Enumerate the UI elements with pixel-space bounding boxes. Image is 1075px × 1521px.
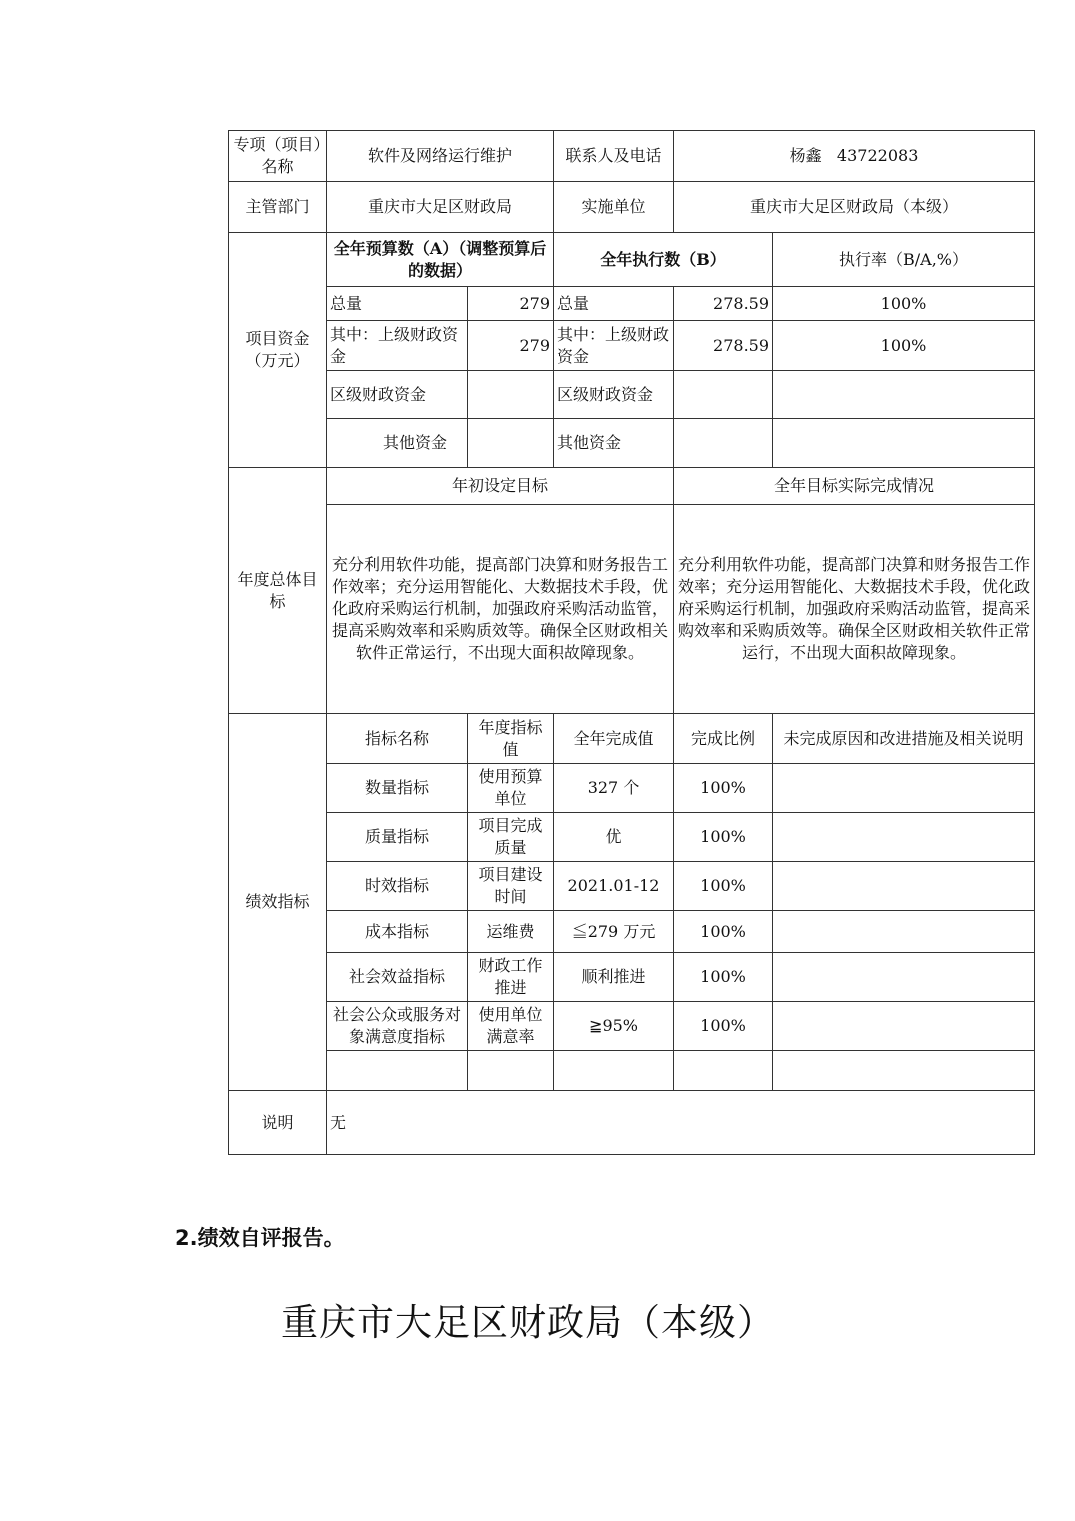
perf-empty-cell [468,1051,554,1091]
goal-label: 年度总体目标 [229,468,327,714]
perf-empty-cell [554,1051,674,1091]
fund-rate: 100% [773,287,1035,321]
perf-header: 指标名称 [327,714,468,764]
perf-name: 质量指标 [327,813,468,862]
remark: 无 [327,1091,1035,1155]
perf-empty-cell [674,1051,773,1091]
perf-header: 未完成原因和改进措施及相关说明 [773,714,1035,764]
fund-value-b [674,371,773,419]
perf-ratio: 100% [674,813,773,862]
perf-note [773,862,1035,911]
fund-rate: 100% [773,321,1035,371]
perf-target: 财政工作推进 [468,953,554,1002]
fund-label-a: 总量 [327,287,468,321]
perf-target: 项目完成质量 [468,813,554,862]
perf-name: 社会公众或服务对象满意度指标 [327,1002,468,1051]
fund-value-a: 279 [468,287,554,321]
fund-label-a: 区级财政资金 [327,371,468,419]
perf-actual: ≦279 万元 [554,911,674,953]
goal-initial: 充分利用软件功能，提高部门决算和财务报告工作效率；充分运用智能化、大数据技术手段，优化政府采购运行机制，加强政府采购活动监管，提高采购效率和采购质效等。确保全区财政相关软件正常运行，不出现大面积故障现象。 [327,505,674,714]
fund-value-a [468,419,554,468]
section-heading: 2.绩效自评报告。 [175,1226,345,1250]
perf-ratio: 100% [674,1002,773,1051]
fund-label-b: 总量 [554,287,674,321]
dept-label: 主管部门 [229,182,327,233]
perf-header: 年度指标值 [468,714,554,764]
fund-value-a: 279 [468,321,554,371]
impl-label: 实施单位 [554,182,674,233]
perf-target: 使用预算单位 [468,764,554,813]
perf-name: 数量指标 [327,764,468,813]
perf-target: 项目建设时间 [468,862,554,911]
report-title: 重庆市大足区财政局（本级） [281,1301,775,1344]
perf-note [773,1002,1035,1051]
perf-note [773,953,1035,1002]
fund-label-a: 其他资金 [327,419,468,468]
perf-ratio: 100% [674,911,773,953]
project-name-label: 专项（项目）名称 [229,131,327,182]
fund-label-b: 其中：上级财政资金 [554,321,674,371]
exec-header: 全年执行数（B） [554,233,773,287]
goal-actual: 充分利用软件功能，提高部门决算和财务报告工作效率；充分运用智能化、大数据技术手段，优化政府采购运行机制，加强政府采购活动监管，提高采购效率和采购质效等。确保全区财政相关软件正常运行，不出现大面积故障现象。 [674,505,1035,714]
perf-ratio: 100% [674,764,773,813]
fund-label-a: 其中：上级财政资金 [327,321,468,371]
perf-ratio: 100% [674,953,773,1002]
rate-header: 执行率（B/A,%） [773,233,1035,287]
fund-label-b: 区级财政资金 [554,371,674,419]
fund-value-b: 278.59 [674,321,773,371]
perf-ratio: 100% [674,862,773,911]
perf-target: 使用单位满意率 [468,1002,554,1051]
perf-note [773,813,1035,862]
perf-empty-cell [773,1051,1035,1091]
perf-target: 运维费 [468,911,554,953]
fund-rate [773,371,1035,419]
budget-header: 全年预算数（A）（调整预算后的数据） [327,233,554,287]
fund-label-b: 其他资金 [554,419,674,468]
fund-value-a [468,371,554,419]
perf-actual: 优 [554,813,674,862]
perf-actual: 327 个 [554,764,674,813]
perf-header: 全年完成值 [554,714,674,764]
perf-header: 完成比例 [674,714,773,764]
fund-value-b: 278.59 [674,287,773,321]
perf-name: 社会效益指标 [327,953,468,1002]
contact: 杨鑫 43722083 [674,131,1035,182]
perf-note [773,911,1035,953]
contact-label: 联系人及电话 [554,131,674,182]
funds-label: 项目资金（万元） [229,233,327,468]
performance-table [228,130,1035,1155]
fund-value-b [674,419,773,468]
perf-name: 时效指标 [327,862,468,911]
remark-label: 说明 [229,1091,327,1155]
perf-label: 绩效指标 [229,714,327,1091]
dept: 重庆市大足区财政局 [327,182,554,233]
perf-name: 成本指标 [327,911,468,953]
perf-note [773,764,1035,813]
perf-actual: 2021.01-12 [554,862,674,911]
goal-actual-header: 全年目标实际完成情况 [674,468,1035,505]
project-name: 软件及网络运行维护 [327,131,554,182]
goal-initial-header: 年初设定目标 [327,468,674,505]
perf-empty-cell [327,1051,468,1091]
fund-rate [773,419,1035,468]
impl: 重庆市大足区财政局（本级） [674,182,1035,233]
perf-actual: 顺利推进 [554,953,674,1002]
perf-actual: ≧95% [554,1002,674,1051]
